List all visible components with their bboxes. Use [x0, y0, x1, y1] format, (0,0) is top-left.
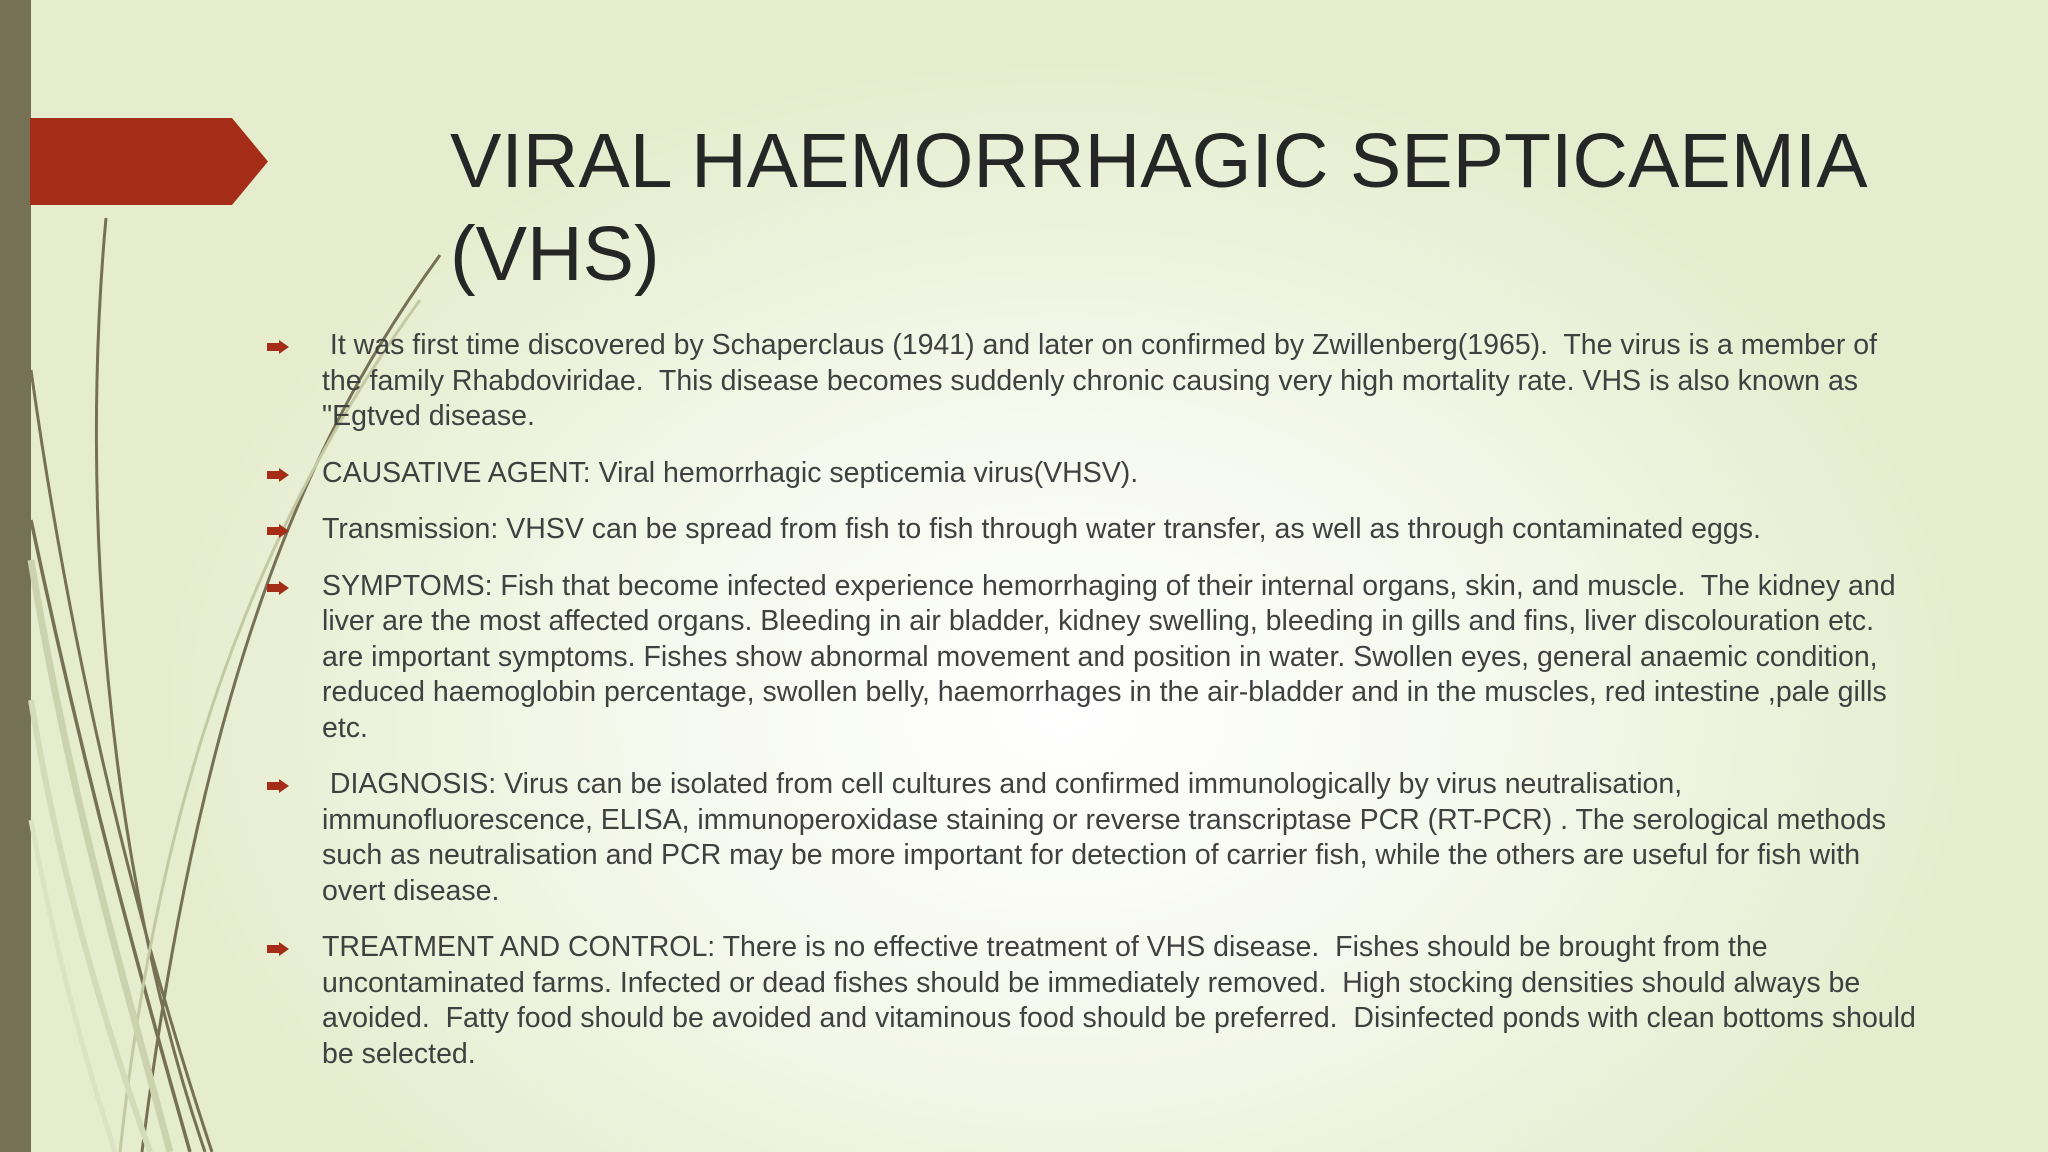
arrow-right-icon [266, 779, 290, 793]
arrow-right-icon [266, 524, 290, 538]
decor-curve [31, 560, 170, 1152]
title-accent-flag [30, 118, 268, 205]
arrow-right-icon [266, 581, 290, 595]
bullet-text: TREATMENT AND CONTROL: There is no effective treatment of VHS disease. Fishes should be brought from the uncontaminated farms. Infected or dead fishes should be immediately removed. High stocking densities should always be avoided. Fatty food should be avoided and vitaminous food should be preferred. Disinfected ponds with clean bottoms should be selected. [322, 931, 1924, 1070]
arrow-right-icon [266, 942, 290, 956]
decor-curve [31, 820, 115, 1152]
bullet-item [262, 328, 1922, 435]
arrow-right-icon [266, 468, 290, 482]
decor-curve [31, 700, 150, 1152]
bullet-item [262, 512, 1922, 548]
bullet-item [262, 930, 1922, 1072]
bullet-text: CAUSATIVE AGENT: Viral hemorrhagic septicemia virus(VHSV). [322, 456, 1139, 489]
bullet-list [262, 328, 1922, 1093]
bullet-item [262, 569, 1922, 747]
bullet-item [262, 767, 1922, 909]
decor-curve [31, 370, 212, 1152]
bullet-text: It was first time discovered by Schaperclaus (1941) and later on confirmed by Zwillenberg(1965). The virus is a member of the family Rhabdoviridae. This disease becomes suddenly chronic causing very high mortality rate. VHS is also known as "Egtved disease. [322, 329, 1885, 432]
slide-title: VIRAL HAEMORRHAGIC SEPTICAEMIA (VHS) [450, 118, 1864, 297]
bullet-item [262, 456, 1922, 492]
bullet-text: DIAGNOSIS: Virus can be isolated from cell cultures and confirmed immunologically by virus neutralisation, immunofluorescence, ELISA, immunoperoxidase staining or reverse transcriptase PCR (RT-PCR) . The serological methods such as neutralisation and PCR may be more important for detection of carrier fish, while the others are useful for fish with overt disease. [322, 768, 1894, 907]
arrow-right-icon [266, 340, 290, 354]
bullet-text: SYMPTOMS: Fish that become infected experience hemorrhaging of their internal organs, skin, and muscle. The kidney and liver are the most affected organs. Bleeding in air bladder, kidney swelling, bleeding in gills and fins, liver discolouration etc. are important symptoms. Fishes show abnormal movement and position in water. Swollen eyes, general anaemic condition, reduced haemoglobin percentage, swollen belly, haemorrhages in the air-bladder and in the muscles, red intestine ,pale gills etc. [322, 569, 1904, 744]
bullet-text: Transmission: VHSV can be spread from fish to fish through water transfer, as well as through contaminated eggs. [322, 513, 1761, 545]
